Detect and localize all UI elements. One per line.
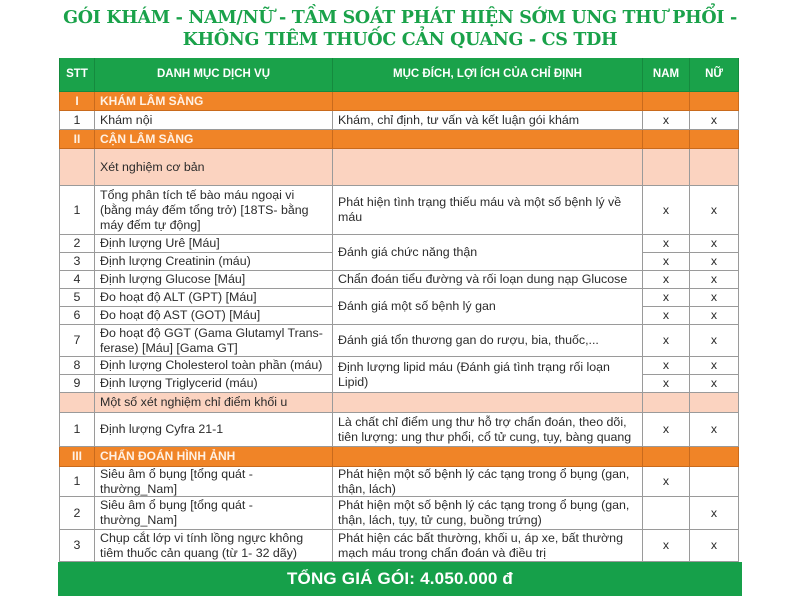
- row-nu-mark: x: [690, 325, 739, 357]
- merged-purpose-row: [59, 289, 739, 325]
- table-row: [59, 497, 739, 530]
- row-nam-mark: x: [643, 271, 690, 289]
- row-nam-mark: x: [643, 375, 690, 393]
- row-stt: 3: [59, 530, 95, 562]
- row-nam-mark: x: [643, 413, 690, 447]
- row-name: Đo hoạt độ ALT (GPT) [Máu]: [95, 289, 333, 307]
- row-nam-mark: x: [643, 235, 690, 253]
- row-nu-mark: x: [690, 271, 739, 289]
- row-name: Đo hoạt độ GGT (Gama Glutamyl Trans-ferase) [Máu] [Gama GT]: [95, 325, 333, 357]
- row-stt: 9: [59, 375, 95, 393]
- row-purpose: Khám, chỉ định, tư vấn và kết luận gói khám: [333, 111, 643, 130]
- empty-cell: [59, 393, 95, 413]
- section-row: [59, 130, 739, 149]
- section-label: KHÁM LÂM SÀNG: [95, 92, 333, 111]
- header-purpose: MỤC ĐÍCH, LỢI ÍCH CỦA CHỈ ĐỊNH: [333, 58, 643, 92]
- row-purpose: Phát hiện các bất thường, khối u, áp xe, bất thường mạch máu trong chẩn đoán và điều trị: [333, 530, 643, 562]
- row-name: Khám nội: [95, 111, 333, 130]
- table-row: [59, 186, 739, 235]
- empty-cell: [333, 393, 643, 413]
- row-nam-mark: x: [643, 186, 690, 235]
- row-purpose: Phát hiện một số bệnh lý các tạng trong ổ bụng (gan, thận, lách, tụy, tử cung, buồng trứng): [333, 497, 643, 530]
- empty-cell: [333, 130, 643, 149]
- row-purpose: Chẩn đoán tiểu đường và rối loạn dung nạp Glucose: [333, 271, 643, 289]
- row-nam-mark: x: [643, 530, 690, 562]
- row-name: Tổng phân tích tế bào máu ngoại vi (bằng máy đếm tổng trở) [18TS- bằng máy đếm tự động]: [95, 186, 333, 235]
- row-stt: 2: [59, 497, 95, 530]
- empty-cell: [333, 92, 643, 111]
- row-name: Định lượng Glucose [Máu]: [95, 271, 333, 289]
- section-row: [59, 447, 739, 467]
- table-row: [59, 325, 739, 357]
- empty-cell: [643, 130, 690, 149]
- table-row: [59, 271, 739, 289]
- row-nu-mark: x: [690, 235, 739, 253]
- row-name: Định lượng Creatinin (máu): [95, 253, 333, 271]
- section-label: CHẨN ĐOÁN HÌNH ẢNH: [95, 447, 333, 467]
- row-stt: 1: [59, 467, 95, 497]
- row-name: Siêu âm ổ bụng [tổng quát - thường_Nam]: [95, 467, 333, 497]
- empty-cell: [333, 447, 643, 467]
- row-name: Định lượng Urê [Máu]: [95, 235, 333, 253]
- title-line-1: GÓI KHÁM - NAM/NỮ - TẦM SOÁT PHÁT HIỆN SỚM UNG THƯ PHỔI -: [63, 8, 737, 28]
- row-nam-mark: x: [643, 111, 690, 130]
- row-nu-mark: x: [690, 413, 739, 447]
- row-purpose: Phát hiện một số bệnh lý các tạng trong ổ bụng (gan, thận, lách): [333, 467, 643, 497]
- row-nu-mark: x: [690, 357, 739, 375]
- row-stt: 1: [59, 186, 95, 235]
- empty-cell: [59, 149, 95, 186]
- row-name: Định lượng Cyfra 21-1: [95, 413, 333, 447]
- empty-cell: [643, 447, 690, 467]
- row-stt: 3: [59, 253, 95, 271]
- row-nu-mark: x: [690, 289, 739, 307]
- empty-cell: [690, 393, 739, 413]
- table-row: [59, 111, 739, 130]
- row-nu-mark: x: [690, 530, 739, 562]
- row-stt: 6: [59, 307, 95, 325]
- section-label: CẬN LÂM SÀNG: [95, 130, 333, 149]
- header-stt: STT: [59, 58, 95, 92]
- row-nam-mark: x: [643, 289, 690, 307]
- row-nu-mark: x: [690, 253, 739, 271]
- row-name: Chụp cắt lớp vi tính lồng ngực không tiêm thuốc cản quang (từ 1- 32 dãy): [95, 530, 333, 562]
- empty-cell: [643, 92, 690, 111]
- empty-cell: [690, 149, 739, 186]
- subsection-row: [59, 393, 739, 413]
- row-nam-mark: [643, 497, 690, 530]
- row-name: Đo hoạt độ AST (GOT) [Máu]: [95, 307, 333, 325]
- row-nu-mark: [690, 467, 739, 497]
- row-nam-mark: x: [643, 467, 690, 497]
- section-number: I: [59, 92, 95, 111]
- row-purpose: Là chất chỉ điểm ung thư hỗ trợ chẩn đoán, theo dõi, tiên lượng: ung thư phổi, cổ tử cung, tụy, bàng quang: [333, 413, 643, 447]
- section-number: II: [59, 130, 95, 149]
- row-nam-mark: x: [643, 307, 690, 325]
- empty-cell: [690, 130, 739, 149]
- empty-cell: [690, 92, 739, 111]
- row-nu-mark: x: [690, 307, 739, 325]
- row-nu-mark: x: [690, 497, 739, 530]
- row-stt: 1: [59, 111, 95, 130]
- row-nu-mark: x: [690, 375, 739, 393]
- table-row: [59, 530, 739, 562]
- row-nu-mark: x: [690, 111, 739, 130]
- empty-cell: [333, 149, 643, 186]
- row-nam-mark: x: [643, 325, 690, 357]
- table-row: [59, 467, 739, 497]
- total-price-banner: TỔNG GIÁ GÓI: 4.050.000 đ: [58, 562, 742, 596]
- section-row: [59, 92, 739, 111]
- merged-purpose-row: [59, 235, 739, 271]
- table-header: [59, 58, 739, 92]
- row-name: Định lượng Cholesterol toàn phần (máu): [95, 357, 333, 375]
- subsection-row: [59, 149, 739, 186]
- row-purpose: Đánh giá tổn thương gan do rượu, bia, thuốc,...: [333, 325, 643, 357]
- header-nam: NAM: [643, 58, 690, 92]
- page-title: [0, 7, 800, 51]
- table-row: [59, 413, 739, 447]
- row-purpose: Đánh giá một số bệnh lý gan: [333, 289, 643, 325]
- header-name: DANH MỤC DỊCH VỤ: [95, 58, 333, 92]
- section-number: III: [59, 447, 95, 467]
- row-stt: 2: [59, 235, 95, 253]
- empty-cell: [643, 393, 690, 413]
- title-line-2: KHÔNG TIÊM THUỐC CẢN QUANG - CS TDH: [182, 30, 618, 50]
- row-nu-mark: x: [690, 186, 739, 235]
- subsection-label: Một số xét nghiệm chỉ điểm khối u: [95, 393, 333, 413]
- row-nam-mark: x: [643, 357, 690, 375]
- row-stt: 1: [59, 413, 95, 447]
- row-stt: 8: [59, 357, 95, 375]
- row-purpose: Phát hiện tình trạng thiếu máu và một số bệnh lý về máu: [333, 186, 643, 235]
- row-stt: 5: [59, 289, 95, 307]
- row-name: Định lượng Triglycerid (máu): [95, 375, 333, 393]
- row-stt: 4: [59, 271, 95, 289]
- merged-purpose-row: [59, 357, 739, 393]
- row-nam-mark: x: [643, 253, 690, 271]
- empty-cell: [643, 149, 690, 186]
- empty-cell: [690, 447, 739, 467]
- subsection-label: Xét nghiệm cơ bản: [95, 149, 333, 186]
- row-purpose: Định lượng lipid máu (Đánh giá tình trạng rối loạn Lipid): [333, 357, 643, 393]
- row-name: Siêu âm ổ bụng [tổng quát - thường_Nam]: [95, 497, 333, 530]
- row-stt: 7: [59, 325, 95, 357]
- header-nu: NỮ: [690, 58, 739, 92]
- row-purpose: Đánh giá chức năng thận: [333, 235, 643, 271]
